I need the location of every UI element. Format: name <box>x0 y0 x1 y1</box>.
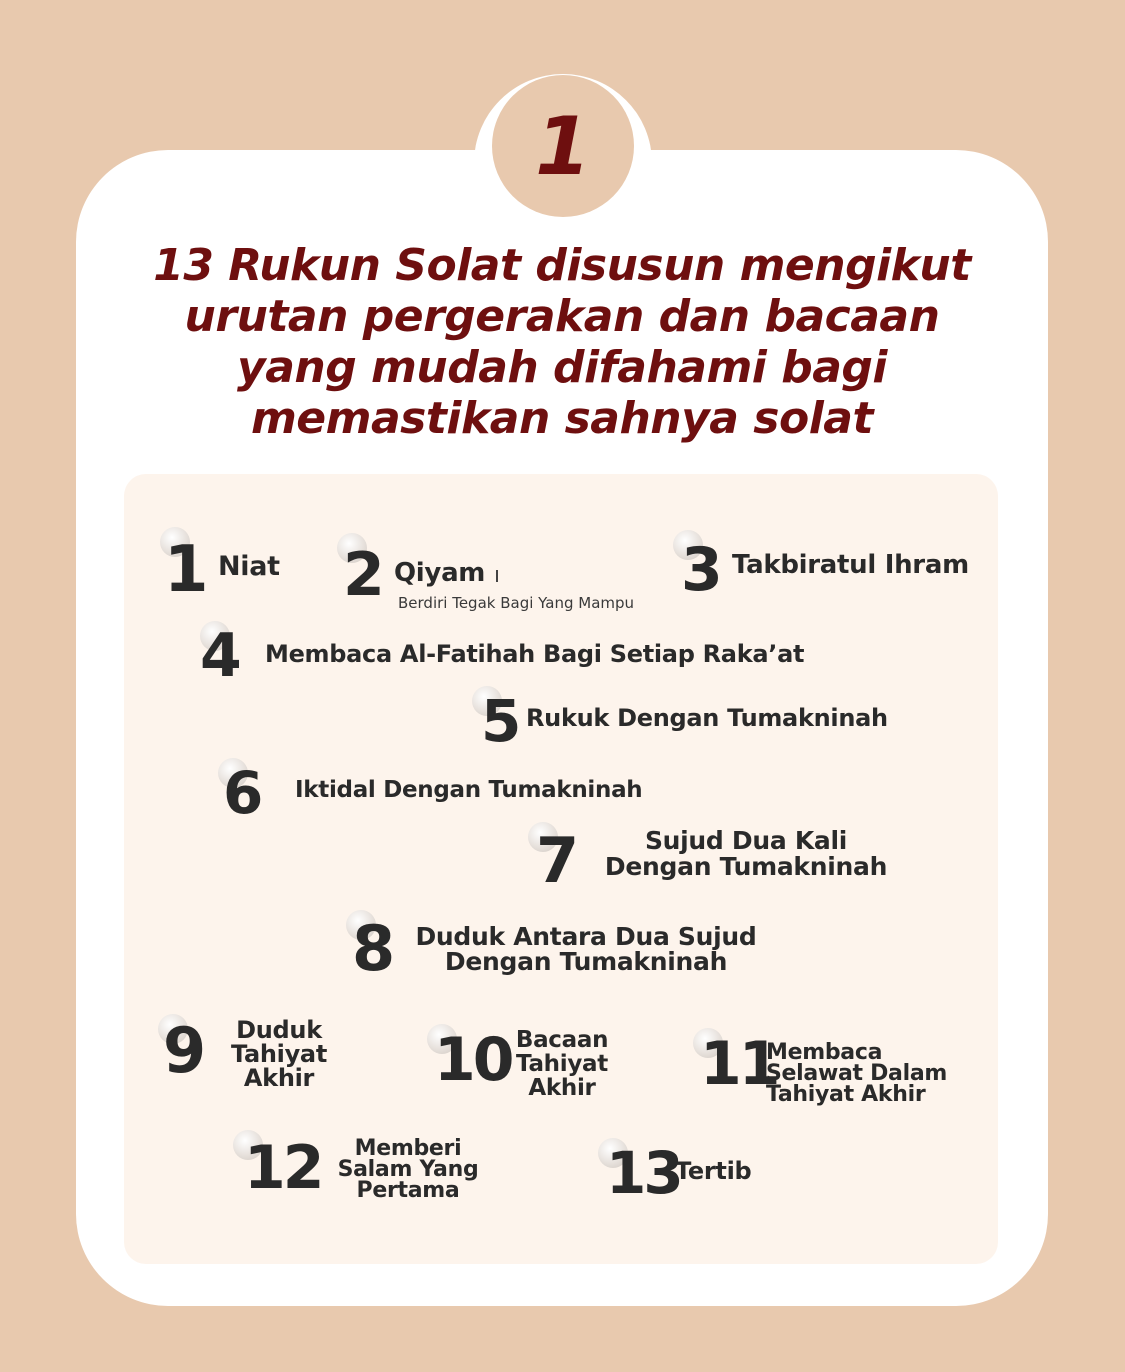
rukun-number: 11 <box>700 1029 778 1099</box>
rukun-number: 13 <box>606 1139 681 1207</box>
rukun-number: 7 <box>536 824 577 897</box>
rukun-number: 3 <box>681 535 720 605</box>
rukun-label-line: Selawat Dalam <box>766 1061 948 1086</box>
rukun-label-line: Duduk Antara Dua Sujud <box>415 922 757 951</box>
rukun-label <box>408 924 764 974</box>
rukun-number: 8 <box>352 912 393 985</box>
rukun-label-line: Pertama <box>356 1178 460 1203</box>
rukun-number: 10 <box>434 1025 512 1095</box>
rukun-label: Iktidal Dengan Tumakninah <box>295 777 643 803</box>
rukun-label-line: Bacaan <box>515 1027 609 1053</box>
rukun-number: 4 <box>200 621 239 691</box>
headline <box>96 240 1028 444</box>
rukun-number: 6 <box>223 759 261 827</box>
rukun-label-line: Duduk <box>236 1016 322 1044</box>
rukun-label: Takbiratul Ihram <box>732 550 969 580</box>
rukun-note: Berdiri Tegak Bagi Yang Mampu <box>398 594 635 612</box>
rukun-label-line: Akhir <box>243 1064 315 1092</box>
rukun-label-line: Dengan Tumakninah <box>604 852 888 881</box>
rukun-label: Tertib <box>675 1157 752 1185</box>
rukun-label <box>334 1138 482 1201</box>
rukun-label: Niat <box>218 551 280 582</box>
rukun-label <box>766 1042 947 1105</box>
rukun-label: Membaca Al-Fatihah Bagi Setiap Raka’at <box>265 640 805 668</box>
rukun-label <box>506 1028 618 1100</box>
rukun-number: 1 <box>164 533 206 607</box>
rukun-label-line: Membaca <box>766 1040 883 1065</box>
rukun-label-line: Memberi <box>354 1136 462 1161</box>
rukun-number: 2 <box>343 540 382 610</box>
rukun-label-line: Tahiyat <box>231 1040 327 1068</box>
rukun-number: 5 <box>481 687 519 755</box>
rukun-label-line: Tahiyat <box>516 1051 608 1077</box>
rukun-label-line: Salam Yang <box>337 1157 479 1182</box>
rukun-label-line: Akhir <box>528 1075 596 1101</box>
rukun-label-line: Sujud Dua Kali <box>644 826 848 855</box>
headline-line: urutan pergerakan dan bacaan <box>184 291 940 342</box>
headline-line: yang mudah difahami bagi <box>237 342 887 393</box>
rukun-label-line: Tahiyat Akhir <box>766 1082 926 1107</box>
headline-line: 13 Rukun Solat disusun mengikut <box>153 240 971 291</box>
page-number-badge: 1 <box>492 75 634 217</box>
rukun-label: Qiyam <box>394 558 486 588</box>
rukun-number: 12 <box>244 1133 322 1203</box>
rukun-label: Rukuk Dengan Tumakninah <box>526 704 888 732</box>
rukun-label-line: Dengan Tumakninah <box>444 947 728 976</box>
rukun-label <box>220 1018 338 1090</box>
rukun-label <box>596 828 896 880</box>
text-cursor-mark <box>496 570 498 582</box>
headline-line: memastikan sahnya solat <box>250 393 874 444</box>
rukun-number: 9 <box>163 1014 204 1087</box>
